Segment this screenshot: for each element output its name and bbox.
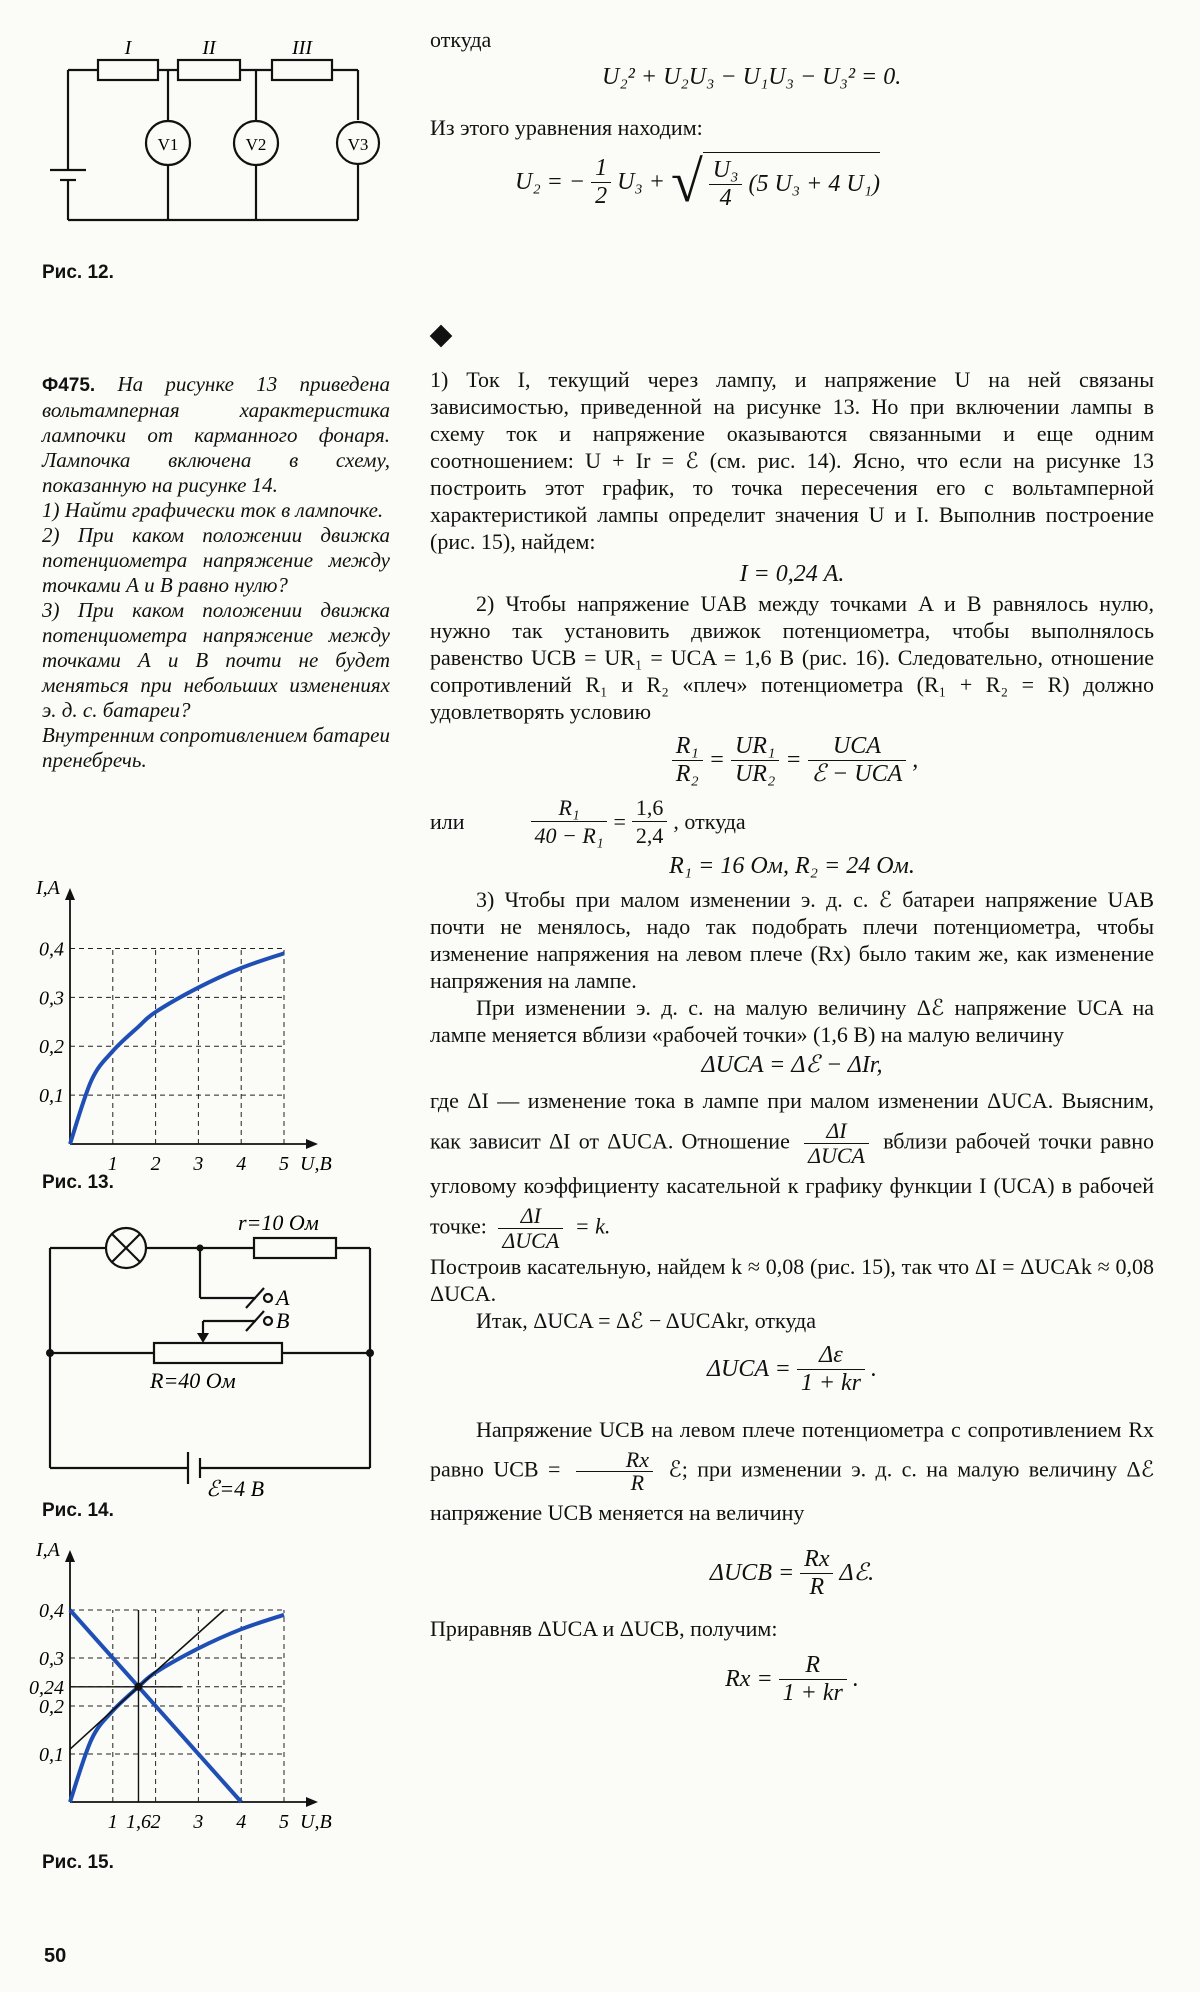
eq2-half: $\frac{1}{2}$: [591, 155, 611, 210]
page-number: 50: [44, 1945, 67, 1967]
solution-p1: 1) Ток I, текущий через лампу, и напряжение U на ней связаны зависимостью, приведенной на рисунке 13. Но при включении лампы в схему ток и напряжение оказываются связанными и еще одним соотношением: U + Ir = ℰ (см. рис. 14). Ясно, что если на рисунке 13 построить этот график, то точка пересечения его с вольтамперной характеристикой лампы определит значения U и I. Выполнив построение (рис. 15), найдем:: [430, 367, 1154, 554]
x-tick-label: 1: [107, 1153, 118, 1175]
ratio-r1: $\frac{\text{R₁}}{\text{40 − R₁}}$: [531, 794, 608, 849]
eq-final-frac: $\frac{R}{1 + kr}$: [779, 1652, 847, 1707]
y-axis-arrow: [65, 888, 75, 900]
y-tick-label: 0,4: [39, 1600, 64, 1622]
eq2-u3: U₃ +: [617, 168, 665, 195]
solution-p2: 2) Чтобы напряжение UAB между точками A и B равнялось нулю, нужно так установить движок потенциометра, чтобы выполнялось равенство UCB = UR₁ = UCA = 1,6 В (рис. 16). Следовательно, отношение сопротивлений R₁ и R₂ «плеч» потенциометра (R₁ + R₂ = R) должно удовлетворять условию: [430, 591, 1154, 724]
ratio-u: $\frac{\text{UR₁}}{\text{UR₂}}$: [731, 733, 779, 788]
y-axis-label: I,A: [36, 1539, 60, 1561]
x-tick-label: 3: [193, 1153, 204, 1175]
solution-p8: [430, 1411, 1154, 1532]
solution-p6: Построив касательную, найдем k ≈ 0,08 (рис. 15), так что ΔI = ΔUCAk ≈ 0,08 ΔUCA.: [430, 1254, 1154, 1306]
x-tick-label: 1: [107, 1811, 118, 1833]
fig12-label-ii: II: [202, 37, 216, 59]
eq2-root-tail: (5 U₃ + 4 U₁): [748, 171, 881, 197]
eq-delta-uca: ΔUCA = Δℰ − ΔIr,: [701, 1052, 883, 1078]
y-tick-label: 0,4: [39, 938, 64, 961]
problem-statement: [42, 372, 390, 773]
solution-p3: 3) Чтобы при малом изменении э. д. с. ℰ батареи напряжение UAB почти не менялось, надо так подобрать плечи потенциометра, чтобы изменение напряжения на левом плече (Rx) было таким же, как изменение напряжения на лампе.: [430, 887, 1154, 993]
x-tick-label: 4: [236, 1153, 247, 1175]
ili-text: или: [430, 809, 465, 834]
p8-frac: $\frac{Rx}{R}$: [576, 1449, 653, 1494]
eq-delta-ucb: ΔUCB = $\frac{Rx}{R}$ Δℰ.: [709, 1546, 875, 1600]
fig12-voltmeter-1: V1: [157, 135, 179, 154]
x-tick-label: 3: [193, 1811, 204, 1833]
series-line-2: [70, 1610, 224, 1749]
fig14-E-label: ℰ=4 В: [206, 1476, 265, 1501]
working-point-dot: [134, 1683, 142, 1691]
result-resistances: R₁ = 16 Ом, R₂ = 24 Ом.: [669, 853, 915, 879]
x-tick-label: 2: [150, 1811, 161, 1833]
y-tick-label: 0,3: [39, 1648, 64, 1670]
x-tick-label: 2: [150, 1153, 161, 1175]
fig13-caption: Рис. 13.: [42, 1172, 114, 1193]
series-line-0: [70, 1615, 284, 1802]
eq-final: Rx = $\frac{R}{1 + kr}$ .: [725, 1652, 859, 1706]
fig14-R-label: R=40 Ом: [150, 1368, 236, 1393]
problem-lead: На рисунке 13 приведена вольтамперная характеристика лампочки от карманного фонаря. Лампочка включена в схему, показанную на рисунке 14.: [42, 372, 390, 497]
equation-quadratic: U₂² + U₂U₃ − U₁U₃ − U₃² = 0.: [602, 64, 902, 90]
y-tick-label: 0,1: [39, 1085, 64, 1108]
p5-text-c: = k.: [574, 1213, 611, 1239]
fig12-circuit: [38, 30, 378, 225]
solution-p9: Приравняв ΔUCA и ΔUCB, получим:: [430, 1616, 778, 1641]
ratio-r: $\frac{\text{R₁}}{\text{R₂}}$: [672, 733, 703, 788]
fig14-caption: Рис. 14.: [42, 1500, 114, 1521]
fig12-voltmeter-3: V3: [347, 135, 369, 154]
fig15-caption: Рис. 15.: [42, 1852, 114, 1873]
sqrt-body: [703, 152, 880, 212]
solution-p5: [430, 1083, 1154, 1253]
y-tick-label: 0,2: [39, 1696, 64, 1718]
y-axis-arrow: [65, 1550, 75, 1562]
formula-ratio: $\frac{\text{R₁}}{\text{R₂}}$ = $\frac{\text{UR₁}}{\text{UR₂}}$ = $\frac{\text{UCA}}{\text{ℰ − UCA}}$ ,: [430, 733, 1154, 788]
series-line-0: [70, 953, 284, 1144]
x-axis-label: U,B: [300, 1811, 332, 1833]
x-tick-label: 4: [236, 1811, 247, 1833]
solution-p4: При изменении э. д. с. на малую величину Δℰ напряжение UCA на лампе меняется вблизи «рабочей точки» (1,6 В) на малую величину: [430, 995, 1154, 1047]
y-tick-label: 0,1: [39, 1744, 64, 1766]
y-tick-label: 0,3: [39, 987, 64, 1010]
x-axis-label: U,B: [300, 1153, 332, 1175]
p8-text-b: ℰ; при изменении э. д. с. на малую величину Δℰ напряжение UCB меняется на величину: [430, 1456, 1155, 1525]
ratio-numbers: $\frac{1,6}{2,4}$: [632, 794, 668, 849]
y-axis-label: I,A: [36, 877, 60, 899]
problem-number: Ф475.: [42, 375, 96, 396]
x-tick-label: 1,6: [125, 1811, 151, 1833]
fig14-r-label: r=10 Ом: [238, 1210, 319, 1235]
y-tick-label: 0,2: [39, 1036, 64, 1059]
result-current: I = 0,24 А.: [739, 561, 845, 587]
fig14-circuit: [38, 1198, 398, 1501]
p8-text-a: Напряжение UCB на левом плече потенциометра с сопротивлением Rx равно UCB =: [430, 1417, 1154, 1482]
problem-note: Внутренним сопротивлением батареи пренебречь.: [42, 723, 390, 772]
p5-frac: $\frac{\Delta I}{\text{ΔUCA}}$: [804, 1119, 869, 1168]
fig14-point-b: B: [276, 1308, 290, 1333]
otkuda-tail: , откуда: [673, 809, 746, 834]
x-axis-arrow: [306, 1139, 318, 1149]
eq-delta-uca-result: ΔUCA = $\frac{\Delta\varepsilon}{1 + kr}$ .: [706, 1342, 878, 1396]
x-axis-arrow: [306, 1797, 318, 1807]
p5-text-b: вблизи рабочей точки равно угловому коэффициенту касательной к графику функции I (UCA) в рабочей точке:: [430, 1128, 1155, 1239]
sqrt-sign: √: [670, 149, 703, 214]
problem-q2: 2) При каком положении движка потенциометра напряжение между точками А и В равно нулю?: [42, 523, 390, 597]
otkuda-text: откуда: [430, 27, 492, 52]
problem-q1: 1) Найти графически ток в лампочке.: [42, 498, 384, 522]
solution-column: [430, 366, 1154, 1717]
eq-ducb-frac: $\frac{Rx}{R}$: [800, 1546, 833, 1601]
y-tick-label: 0,24: [29, 1676, 64, 1699]
ratio-uca: $\frac{\text{UCA}}{\text{ℰ − UCA}}$: [808, 733, 907, 788]
eq-res-frac: $\frac{\Delta\varepsilon}{1 + kr}$: [797, 1342, 865, 1397]
formula-ratio-numeric: или $\frac{\text{R₁}}{\text{40 − R₁}}$ = $\frac{1,6}{2,4}$ , откуда: [430, 795, 746, 848]
from-equation-text: Из этого уравнения находим:: [430, 115, 703, 140]
x-tick-label: 5: [279, 1153, 289, 1175]
fig12-label-i: I: [124, 37, 132, 59]
fig12-label-iii: III: [292, 37, 312, 59]
equation-u2: [515, 149, 881, 214]
x-tick-label: 5: [279, 1811, 289, 1833]
fig13-chart: [36, 877, 398, 1184]
eq2-lhs: U₂ = −: [515, 168, 586, 195]
fig14-point-a: A: [276, 1285, 290, 1310]
fig12-caption: Рис. 12.: [42, 262, 114, 283]
p5-text-a: где ΔI — изменение тока в лампе при малом изменении ΔUCA. Выясним, как зависит ΔI от ΔUCA. Отношение: [430, 1088, 1154, 1154]
problem-q3: 3) При каком положении движка потенциометра напряжение между точками А и В почти не будет меняться при небольших изменениях э. д. с. батареи?: [42, 598, 390, 722]
solution-p7: Итак, ΔUCA = Δℰ − ΔUCAkr, откуда: [476, 1308, 816, 1333]
diamond-marker: [430, 325, 453, 348]
eq2-root-frac: $\frac{\text{U₃}}{4}$: [709, 157, 743, 212]
fig15-chart: [29, 1539, 398, 1860]
fig12-voltmeter-2: V2: [245, 135, 267, 154]
p5-frac-k: $\frac{\Delta I}{\text{ΔUCA}}$: [498, 1204, 563, 1253]
